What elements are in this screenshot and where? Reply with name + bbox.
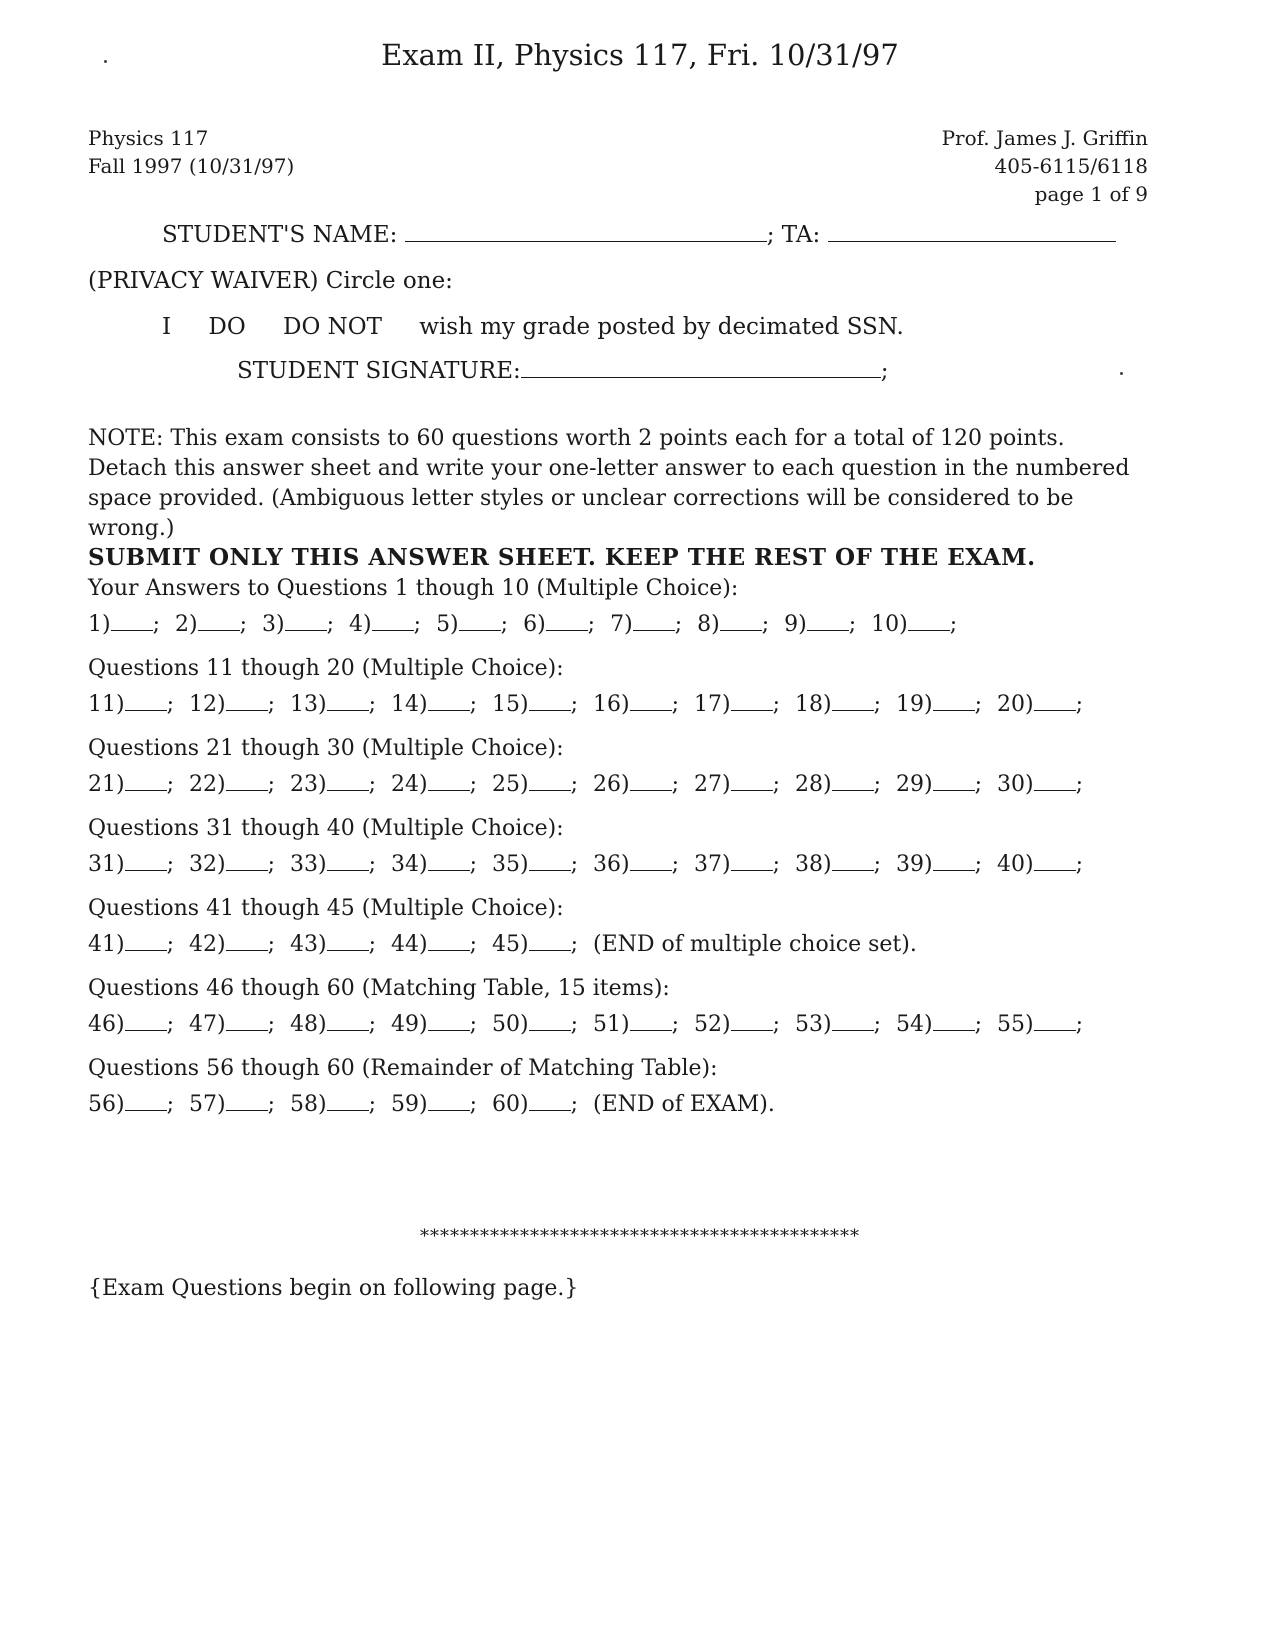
answer-blank[interactable]: [546, 612, 588, 631]
separator: ;: [368, 772, 376, 797]
question-number: 9): [784, 612, 807, 637]
separator: ;: [671, 692, 679, 717]
answer-item: [997, 692, 1091, 717]
answer-item: [492, 772, 586, 797]
separator: ;: [1075, 1012, 1083, 1037]
answer-item: [492, 1012, 586, 1037]
answer-item: [88, 692, 182, 717]
course-term: Fall 1997 (10/31/97): [88, 154, 295, 178]
answer-blank[interactable]: [372, 612, 414, 631]
answer-blank[interactable]: [630, 692, 672, 711]
question-number: 55): [997, 1012, 1034, 1037]
separator: ;: [974, 692, 982, 717]
answer-item: [349, 612, 429, 637]
answer-blank[interactable]: [529, 932, 571, 951]
question-number: 52): [694, 1012, 731, 1037]
question-number: 23): [290, 772, 327, 797]
question-number: 27): [694, 772, 731, 797]
separator: ;: [974, 852, 982, 877]
choice-i: I: [162, 314, 172, 340]
answer-row: [88, 692, 1091, 717]
answer-item: [997, 1012, 1091, 1037]
ta-field[interactable]: [828, 223, 1116, 242]
section-heading: Your Answers to Questions 1 though 10 (Multiple Choice):: [88, 576, 739, 601]
separator-stars: ********************************************: [420, 1226, 860, 1247]
answer-blank[interactable]: [428, 1012, 470, 1031]
separator: ;: [671, 1012, 679, 1037]
signature-end: ;: [880, 358, 889, 384]
separator: ;: [152, 612, 161, 637]
separator: ;: [166, 1092, 174, 1117]
question-number: 21): [88, 772, 125, 797]
separator: ;: [469, 772, 477, 797]
answer-item: [492, 692, 586, 717]
answer-item: [896, 772, 990, 797]
answer-blank[interactable]: [125, 692, 167, 711]
question-number: 50): [492, 1012, 529, 1037]
choice-text: wish my grade posted by decimated SSN.: [419, 314, 904, 340]
separator: ;: [368, 692, 376, 717]
answer-item: [391, 692, 485, 717]
question-number: 18): [795, 692, 832, 717]
answer-item: [896, 692, 990, 717]
separator: ;: [974, 1012, 982, 1037]
question-number: 42): [189, 932, 226, 957]
separator: ;: [671, 772, 679, 797]
separator: ;: [267, 772, 275, 797]
answer-item: [175, 612, 255, 637]
student-name-field[interactable]: [405, 223, 767, 242]
answer-blank[interactable]: [327, 1012, 369, 1031]
answer-blank[interactable]: [832, 692, 874, 711]
separator: ;: [570, 1092, 578, 1117]
question-number: 5): [436, 612, 459, 637]
answer-item: [694, 772, 788, 797]
answer-item: [784, 612, 864, 637]
signature-field[interactable]: [521, 359, 881, 378]
choice-do[interactable]: DO: [208, 314, 246, 340]
question-number: 46): [88, 1012, 125, 1037]
answer-blank[interactable]: [1034, 692, 1076, 711]
separator: ;: [368, 932, 376, 957]
footer-note: {Exam Questions begin on following page.}: [88, 1276, 579, 1301]
exam-note: NOTE: This exam consists to 60 questions worth 2 points each for a total of 120 points. Detach this answer sheet and write your one-letter answer to each question in the numbered space provided. (Ambiguous letter styles or unclear corrections will be considered to be wrong.): [88, 426, 1130, 541]
question-number: 53): [795, 1012, 832, 1037]
privacy-waiver-label: (PRIVACY WAIVER) Circle one:: [88, 268, 453, 294]
answer-blank[interactable]: [933, 852, 975, 871]
answer-blank[interactable]: [198, 612, 240, 631]
answer-item: [189, 932, 283, 957]
answer-item: [871, 612, 965, 637]
answer-item: [391, 1012, 485, 1037]
question-number: 30): [997, 772, 1034, 797]
answer-blank[interactable]: [832, 772, 874, 791]
question-number: 11): [88, 692, 125, 717]
course-info: [88, 124, 294, 180]
separator: ;: [873, 692, 881, 717]
answer-item: [997, 852, 1091, 877]
answer-blank[interactable]: [327, 932, 369, 951]
question-number: 25): [492, 772, 529, 797]
question-number: 43): [290, 932, 327, 957]
answer-blank[interactable]: [285, 612, 327, 631]
answer-item: [391, 1092, 485, 1117]
section-heading: Questions 56 though 60 (Remainder of Matching Table):: [88, 1056, 718, 1081]
answer-blank[interactable]: [111, 612, 153, 631]
separator: ;: [570, 692, 578, 717]
question-number: 54): [896, 1012, 933, 1037]
answer-blank[interactable]: [529, 1012, 571, 1031]
student-name-label: STUDENT'S NAME:: [162, 222, 398, 248]
separator: ;: [1075, 692, 1083, 717]
question-number: 41): [88, 932, 125, 957]
course-name: Physics 117: [88, 126, 209, 150]
question-number: 12): [189, 692, 226, 717]
answer-row: [88, 1092, 775, 1117]
question-number: 33): [290, 852, 327, 877]
separator: ;: [368, 1012, 376, 1037]
question-number: 34): [391, 852, 428, 877]
answer-item: [290, 1092, 384, 1117]
separator: ;: [674, 612, 683, 637]
answer-item: [88, 1092, 182, 1117]
separator: ;: [570, 932, 578, 957]
answer-blank[interactable]: [327, 1092, 369, 1111]
choice-do-not[interactable]: DO NOT: [283, 314, 382, 340]
answer-item: [88, 1012, 182, 1037]
answer-item: [290, 852, 384, 877]
separator: ;: [368, 1092, 376, 1117]
answer-blank[interactable]: [807, 612, 849, 631]
answer-blank[interactable]: [125, 852, 167, 871]
question-number: 47): [189, 1012, 226, 1037]
answer-row: [88, 852, 1091, 877]
question-number: 37): [694, 852, 731, 877]
separator: ;: [469, 1092, 477, 1117]
question-number: 60): [492, 1092, 529, 1117]
section-tail: (END of EXAM).: [593, 1092, 775, 1117]
answer-item: [795, 772, 889, 797]
separator: ;: [873, 1012, 881, 1037]
answer-blank[interactable]: [832, 1012, 874, 1031]
section-heading: Questions 11 though 20 (Multiple Choice):: [88, 656, 564, 681]
separator: ;: [1075, 852, 1083, 877]
answer-item: [697, 612, 777, 637]
question-number: 16): [593, 692, 630, 717]
answer-blank[interactable]: [459, 612, 501, 631]
separator: ;: [873, 852, 881, 877]
separator: ;: [772, 852, 780, 877]
answer-blank[interactable]: [633, 612, 675, 631]
page-number: page 1 of 9: [1034, 182, 1148, 206]
answer-blank[interactable]: [226, 772, 268, 791]
question-number: 51): [593, 1012, 630, 1037]
question-number: 49): [391, 1012, 428, 1037]
answer-blank[interactable]: [933, 772, 975, 791]
answer-blank[interactable]: [226, 692, 268, 711]
separator: ;: [570, 1012, 578, 1037]
question-number: 13): [290, 692, 327, 717]
answer-blank[interactable]: [933, 692, 975, 711]
separator: ;: [166, 932, 174, 957]
section-tail: (END of multiple choice set).: [593, 932, 917, 957]
separator: ;: [873, 772, 881, 797]
question-number: 40): [997, 852, 1034, 877]
separator: ;: [267, 692, 275, 717]
question-number: 39): [896, 852, 933, 877]
answer-blank[interactable]: [630, 1012, 672, 1031]
answer-item: [290, 1012, 384, 1037]
separator: ;: [761, 612, 770, 637]
answer-blank[interactable]: [428, 852, 470, 871]
section-heading: Questions 41 though 45 (Multiple Choice):: [88, 896, 564, 921]
answer-item: [88, 612, 168, 637]
separator: ;: [413, 612, 422, 637]
question-number: 24): [391, 772, 428, 797]
question-number: 28): [795, 772, 832, 797]
answer-item: [290, 772, 384, 797]
answer-blank[interactable]: [428, 692, 470, 711]
question-number: 7): [610, 612, 633, 637]
answer-item: [593, 1012, 687, 1037]
separator: ;: [469, 692, 477, 717]
separator: ;: [166, 692, 174, 717]
separator: ;: [469, 852, 477, 877]
answer-blank[interactable]: [529, 1092, 571, 1111]
answer-item: [391, 852, 485, 877]
answer-item: [189, 692, 283, 717]
ta-label: ; TA:: [766, 222, 821, 248]
answer-blank[interactable]: [226, 852, 268, 871]
answer-blank[interactable]: [933, 1012, 975, 1031]
separator: ;: [267, 852, 275, 877]
separator: ;: [166, 772, 174, 797]
question-number: 1): [88, 612, 111, 637]
question-number: 2): [175, 612, 198, 637]
answer-item: [694, 1012, 788, 1037]
answer-item: [492, 1092, 586, 1117]
separator: ;: [974, 772, 982, 797]
separator: ;: [166, 1012, 174, 1037]
question-number: 31): [88, 852, 125, 877]
answer-item: [189, 1012, 283, 1037]
answer-item: [795, 692, 889, 717]
answer-item: [88, 852, 182, 877]
question-number: 26): [593, 772, 630, 797]
separator: ;: [267, 1092, 275, 1117]
question-number: 56): [88, 1092, 125, 1117]
signature-row: [237, 358, 889, 384]
answer-blank[interactable]: [908, 612, 950, 631]
answer-blank[interactable]: [529, 772, 571, 791]
question-number: 14): [391, 692, 428, 717]
answer-blank[interactable]: [832, 852, 874, 871]
separator: ;: [166, 852, 174, 877]
question-number: 32): [189, 852, 226, 877]
separator: ;: [267, 1012, 275, 1037]
separator: ;: [949, 612, 958, 637]
question-number: 36): [593, 852, 630, 877]
answer-item: [391, 772, 485, 797]
answer-blank[interactable]: [226, 1092, 268, 1111]
question-number: 48): [290, 1012, 327, 1037]
answer-blank[interactable]: [428, 932, 470, 951]
answer-blank[interactable]: [1034, 852, 1076, 871]
separator: ;: [239, 612, 248, 637]
answer-item: [189, 772, 283, 797]
answer-item: [896, 1012, 990, 1037]
answer-item: [391, 932, 485, 957]
question-number: 3): [262, 612, 285, 637]
answer-item: [610, 612, 690, 637]
answer-item: [492, 852, 586, 877]
answer-blank[interactable]: [630, 772, 672, 791]
submit-instruction: SUBMIT ONLY THIS ANSWER SHEET. KEEP THE REST OF THE EXAM.: [88, 544, 1036, 571]
scan-speck: [104, 60, 107, 63]
question-number: 6): [523, 612, 546, 637]
answer-row: [88, 932, 917, 957]
separator: ;: [267, 932, 275, 957]
answer-blank[interactable]: [428, 1092, 470, 1111]
answer-blank[interactable]: [1034, 1012, 1076, 1031]
separator: ;: [671, 852, 679, 877]
answer-item: [523, 612, 603, 637]
answer-blank[interactable]: [226, 932, 268, 951]
question-number: 45): [492, 932, 529, 957]
answer-blank[interactable]: [125, 932, 167, 951]
question-number: 15): [492, 692, 529, 717]
question-number: 10): [871, 612, 908, 637]
answer-blank[interactable]: [731, 772, 773, 791]
question-number: 35): [492, 852, 529, 877]
answer-item: [262, 612, 342, 637]
answer-blank[interactable]: [327, 772, 369, 791]
answer-item: [492, 932, 586, 957]
separator: ;: [772, 1012, 780, 1037]
question-number: 4): [349, 612, 372, 637]
answer-row: [88, 612, 965, 637]
question-number: 17): [694, 692, 731, 717]
professor-phone: 405-6115/6118: [994, 154, 1148, 178]
professor-name: Prof. James J. Griffin: [941, 126, 1148, 150]
section-heading: Questions 21 though 30 (Multiple Choice):: [88, 736, 564, 761]
separator: ;: [570, 772, 578, 797]
professor-info: [942, 124, 1148, 208]
signature-label: STUDENT SIGNATURE:: [237, 358, 521, 384]
answer-blank[interactable]: [731, 692, 773, 711]
answer-item: [896, 852, 990, 877]
question-number: 8): [697, 612, 720, 637]
question-number: 29): [896, 772, 933, 797]
question-number: 20): [997, 692, 1034, 717]
privacy-choices: [162, 314, 904, 340]
answer-blank[interactable]: [731, 852, 773, 871]
answer-blank[interactable]: [428, 772, 470, 791]
answer-row: [88, 772, 1091, 797]
answer-blank[interactable]: [1034, 772, 1076, 791]
section-heading: Questions 31 though 40 (Multiple Choice):: [88, 816, 564, 841]
answer-item: [88, 772, 182, 797]
answer-blank[interactable]: [125, 772, 167, 791]
answer-item: [593, 692, 687, 717]
question-number: 44): [391, 932, 428, 957]
section-heading: Questions 46 though 60 (Matching Table, 15 items):: [88, 976, 670, 1001]
separator: ;: [848, 612, 857, 637]
answer-item: [795, 852, 889, 877]
separator: ;: [500, 612, 509, 637]
answer-blank[interactable]: [327, 692, 369, 711]
question-number: 57): [189, 1092, 226, 1117]
answer-item: [88, 932, 182, 957]
answer-blank[interactable]: [529, 852, 571, 871]
answer-item: [997, 772, 1091, 797]
question-number: 22): [189, 772, 226, 797]
page-title: Exam II, Physics 117, Fri. 10/31/97: [381, 38, 899, 72]
answer-blank[interactable]: [226, 1012, 268, 1031]
separator: ;: [587, 612, 596, 637]
answer-blank[interactable]: [630, 852, 672, 871]
answer-blank[interactable]: [125, 1012, 167, 1031]
student-name-row: [162, 222, 1116, 248]
answer-row: [88, 1012, 1091, 1037]
answer-item: [694, 692, 788, 717]
answer-blank[interactable]: [327, 852, 369, 871]
separator: ;: [326, 612, 335, 637]
separator: ;: [772, 692, 780, 717]
separator: ;: [469, 1012, 477, 1037]
answer-item: [795, 1012, 889, 1037]
separator: ;: [570, 852, 578, 877]
separator: ;: [1075, 772, 1083, 797]
answer-item: [694, 852, 788, 877]
question-number: 58): [290, 1092, 327, 1117]
answer-blank[interactable]: [720, 612, 762, 631]
question-number: 19): [896, 692, 933, 717]
question-number: 59): [391, 1092, 428, 1117]
answer-item: [290, 932, 384, 957]
separator: ;: [469, 932, 477, 957]
answer-item: [290, 692, 384, 717]
answer-item: [593, 852, 687, 877]
answer-blank[interactable]: [731, 1012, 773, 1031]
question-number: 38): [795, 852, 832, 877]
answer-item: [436, 612, 516, 637]
separator: ;: [772, 772, 780, 797]
answer-item: [189, 852, 283, 877]
answer-blank[interactable]: [125, 1092, 167, 1111]
separator: ;: [368, 852, 376, 877]
answer-item: [189, 1092, 283, 1117]
answer-item: [593, 772, 687, 797]
scan-speck: [1120, 372, 1123, 375]
answer-blank[interactable]: [529, 692, 571, 711]
